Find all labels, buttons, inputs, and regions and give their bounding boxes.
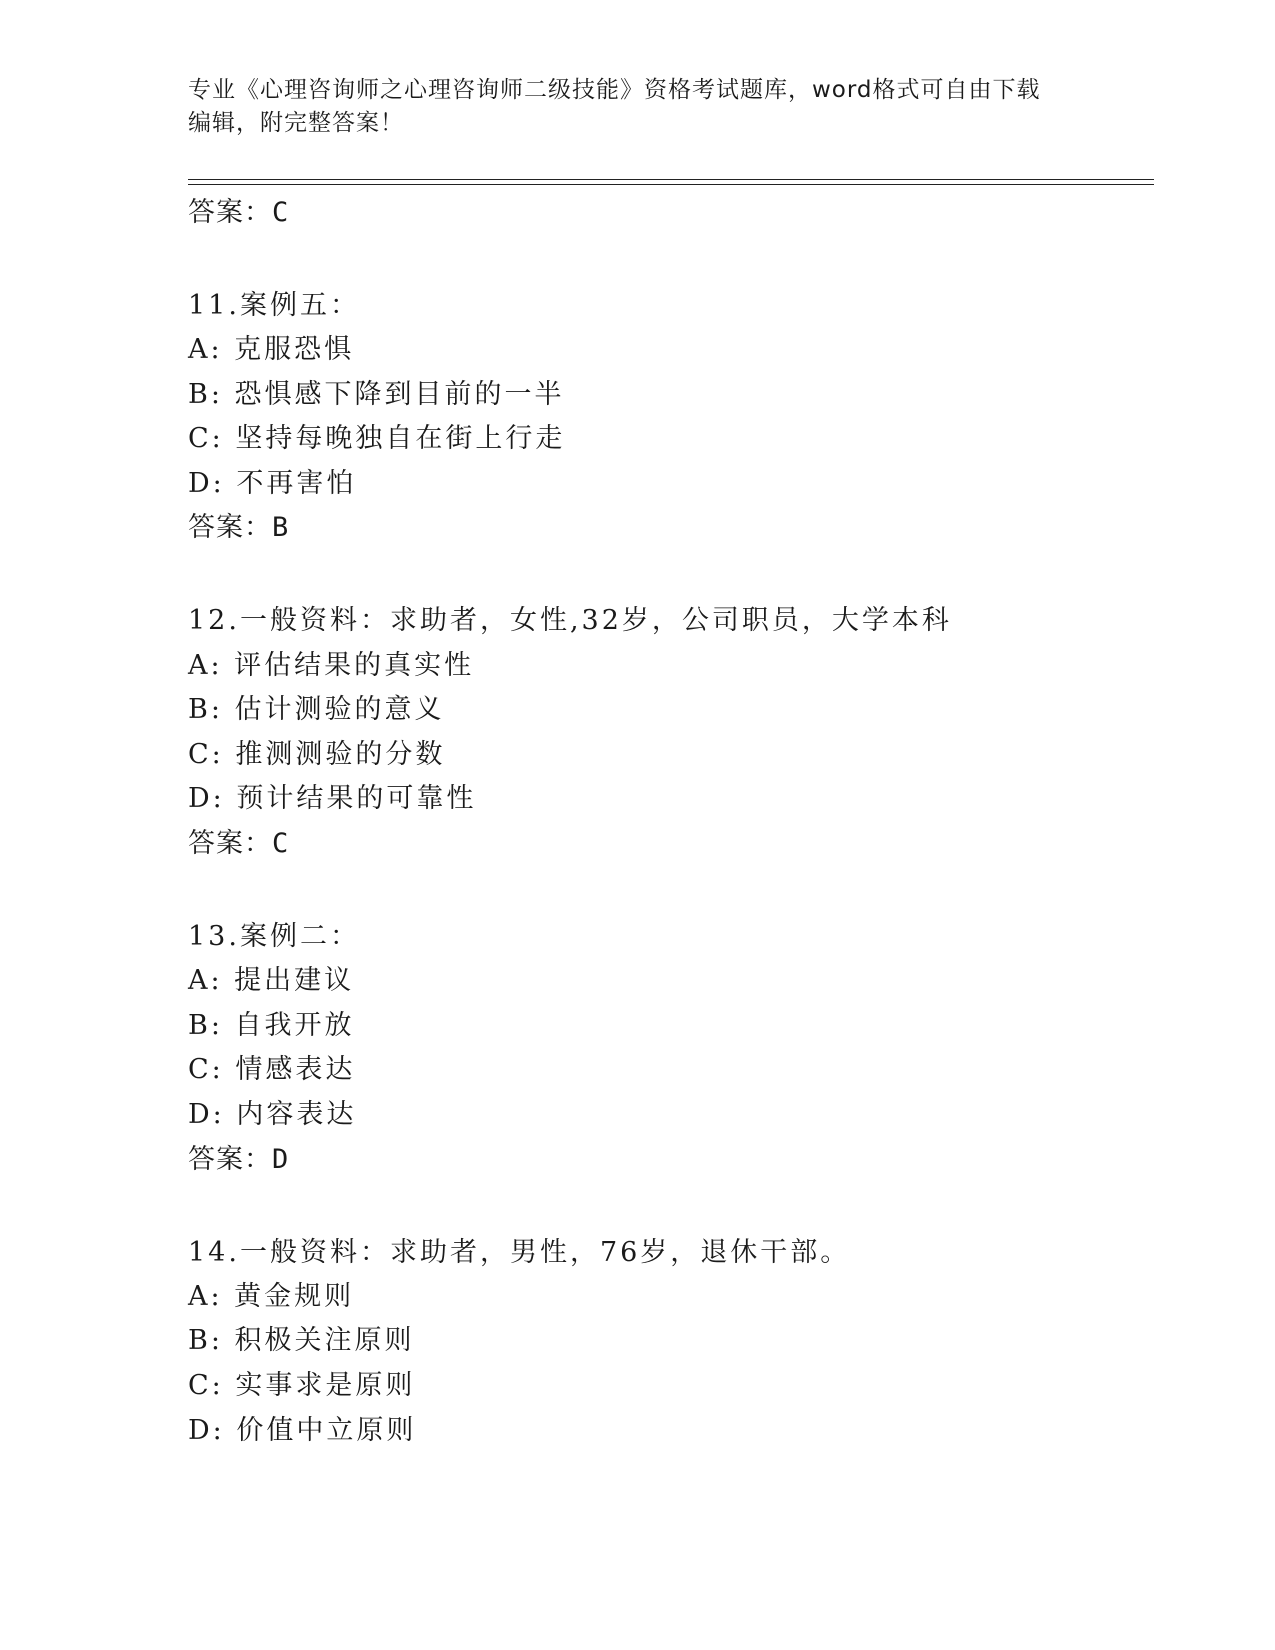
answer-line [188,505,289,544]
option-b: B: 积极关注原则 [188,1325,415,1356]
option-b: B: 恐惧感下降到目前的一半 [188,379,565,410]
answer-label: 答案： [188,512,272,543]
answer-label: 答案： [188,197,272,228]
header-divider-top [188,179,1154,180]
option-d: D: 不再害怕 [188,468,357,499]
option-a: A: 评估结果的真实性 [188,650,475,681]
header-divider-bottom [188,184,1154,185]
option-c: C: 坚持每晚独自在街上行走 [188,423,566,454]
answer-value: D [272,1144,290,1175]
option-b: B: 估计测验的意义 [188,694,445,725]
option-d: D: 预计结果的可靠性 [188,783,477,814]
header-line-2: 编辑，附完整答案！ [188,110,404,136]
option-d: D: 内容表达 [188,1099,357,1130]
document-header [188,74,1088,140]
option-d: D: 价值中立原则 [188,1415,417,1446]
option-c: C: 实事求是原则 [188,1370,416,1401]
question-stem: 14.一般资料：求助者，男性，76岁，退休干部。 [188,1237,851,1268]
answer-line [188,190,289,229]
question-stem: 12.一般资料：求助者，女性,32岁，公司职员，大学本科 [188,605,952,636]
option-a: A: 克服恐惧 [188,334,355,365]
answer-line [188,1137,289,1176]
question-stem: 13.案例二： [188,921,360,952]
option-c: C: 情感表达 [188,1054,356,1085]
answer-value: C [272,828,290,859]
answer-line [188,821,289,860]
header-line-1: 专业《心理咨询师之心理咨询师二级技能》资格考试题库，word格式可自由下载 [188,77,1041,103]
answer-label: 答案： [188,828,272,859]
answer-label: 答案： [188,1144,272,1175]
option-b: B: 自我开放 [188,1010,355,1041]
answer-value: C [272,197,290,228]
option-a: A: 提出建议 [188,965,355,996]
option-c: C: 推测测验的分数 [188,739,446,770]
question-stem: 11.案例五： [188,290,360,321]
option-a: A: 黄金规则 [188,1281,355,1312]
answer-value: B [272,512,290,543]
